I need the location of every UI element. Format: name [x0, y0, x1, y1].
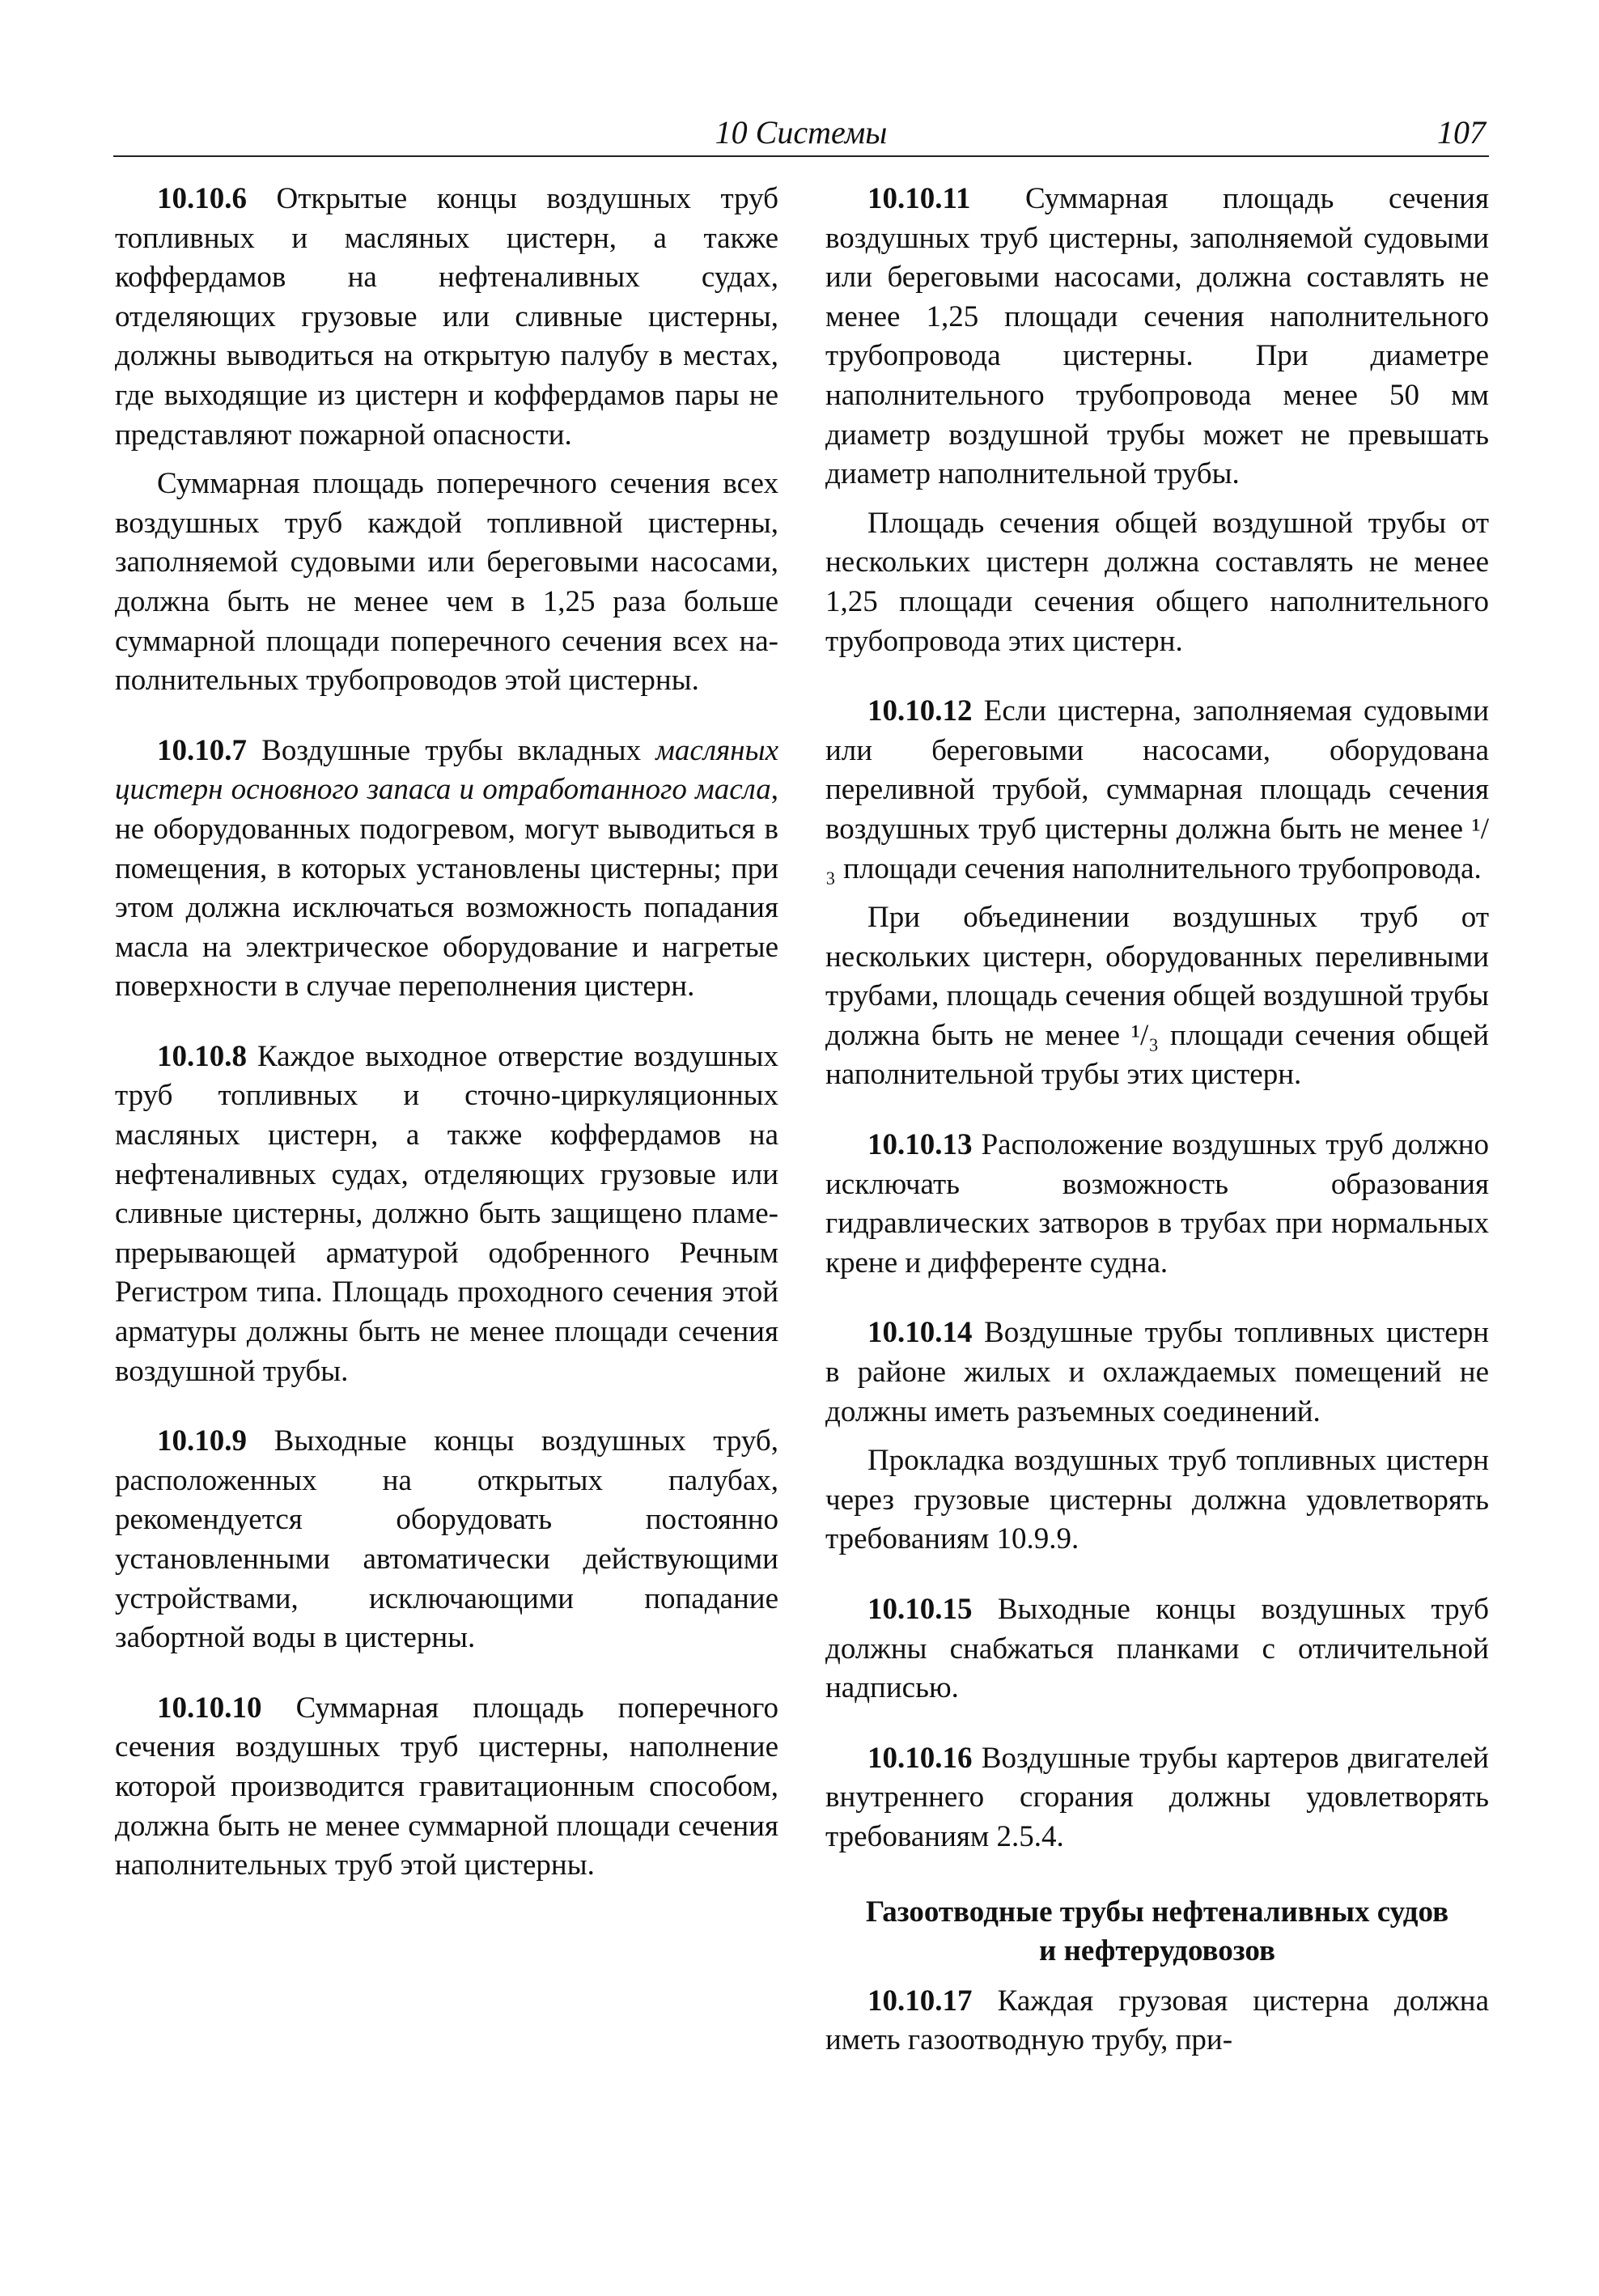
clause-text: Каждая грузовая цистерна должна иметь газоотводную трубу, при-	[825, 1984, 1489, 2057]
clause-number: 10.10.14	[867, 1316, 973, 1350]
paragraph-10-10-6	[115, 180, 778, 455]
clause-text: Открытые концы воздушных труб топливных и масляных цистерн, а также коффердамов на нефтеналивных судах, отделяющих грузовые или сливные цистерны, должны выводиться на открытую палубу в местах, где выходящие из цистерн и коффердамов пары не представляют пожарной опасности.	[115, 182, 778, 452]
paragraph-10-10-9	[115, 1422, 778, 1658]
paragraph-10-10-12	[825, 692, 1489, 889]
clause-text: Суммарная площадь поперечного сечения воздушных труб цистерны, наполнение которой производится гравитационным способом, должна быть не менее суммарной площади сечения наполнительных труб этой цистерны.	[115, 1691, 778, 1882]
clause-text-italic: масляных цистерн основного запаса и отработанного масла	[115, 733, 778, 807]
clause-number: 10.10.13	[867, 1128, 973, 1162]
subsection-heading-line1: Газоотводные трубы нефтеналивных судов	[865, 1895, 1449, 1929]
clause-text: Выходные концы воздушных труб должны снабжаться планками с отличительной надписью.	[825, 1593, 1489, 1705]
clause-text: Каждое выходное отверстие воздушных труб топливных и сточно-циркуляционных масляных цистерн, а также коффердамов на нефтеналивных судах, отделяющих грузовые или сливные цистерны, должно быть защищено пламепрерывающей арматурой одобренного Речным Регистром типа. Площадь проходного сечения этой арматуры должны быть не менее площади сечения воздушной трубы.	[115, 1039, 778, 1388]
paragraph-10-10-15	[825, 1590, 1489, 1708]
section-title: 10 Системы	[715, 114, 888, 151]
left-column	[115, 180, 778, 1886]
clause-number: 10.10.17	[867, 1984, 973, 2018]
paragraph-10-10-8	[115, 1038, 778, 1391]
paragraph-10-10-11-cont: Площадь сечения общей воздушной трубы от нескольких цистерн должна составлять не менее 1,25 площади сечения общего наполнительного трубопровода этих цистерн.	[825, 506, 1489, 658]
subsection-heading	[825, 1893, 1489, 1971]
paragraph-10-10-13	[825, 1126, 1489, 1283]
paragraph-10-10-12-cont: При объединении воздушных труб от нескольких цистерн, оборудованных переливными трубами, площадь сечения общей воздушной трубы должна быть не менее ¹/₃ площади сечения общей наполнительной трубы этих цистерн.	[825, 901, 1489, 1092]
paragraph-10-10-7	[115, 732, 778, 1007]
clause-number: 10.10.10	[157, 1691, 262, 1725]
paragraph-10-10-10	[115, 1689, 778, 1886]
right-column	[825, 180, 1489, 2060]
clause-number: 10.10.15	[867, 1593, 973, 1626]
paragraph-10-10-11	[825, 180, 1489, 494]
clause-number: 10.10.11	[867, 182, 971, 215]
clause-text: Выходные концы воздушных труб, расположенных на открытых палубах, рекомендуется оборудовать постоянно установленными автоматически действующими устройствами, исключающими попадание забортной воды в цистерны.	[115, 1424, 778, 1655]
paragraph-10-10-6-cont: Суммарная площадь поперечного сечения всех воздушных труб каждой топливной цистерны, заполняемой судовыми или береговыми насосами, должна быть не менее чем в 1,25 раза больше суммарной площади поперечного сечения всех наполнительных трубопроводов этой цистерны.	[115, 467, 778, 698]
clause-text: Суммарная площадь сечения воздушных труб цистерны, заполняемой судовыми или береговыми насосами, должна составлять не менее 1,25 площади сечения наполнительного трубопровода цистерны. При диаметре наполнительного трубопровода менее 50 мм диаметр воздушной трубы может не превышать диаметр наполнительной трубы.	[825, 182, 1489, 491]
clause-number: 10.10.6	[157, 182, 247, 215]
clause-number: 10.10.8	[157, 1039, 247, 1073]
clause-text: Если цистерна, заполняемая судовыми или береговыми насосами, оборудована переливной трубой, суммарная площадь сечения воздушных труб цистерны должна быть не менее ¹/₃ площади сечения наполнительного трубопровода.	[825, 694, 1489, 885]
clause-number: 10.10.16	[867, 1741, 973, 1775]
page-number: 107	[1437, 114, 1486, 151]
paragraph-10-10-17	[825, 1982, 1489, 2060]
clause-text: Воздушные трубы топливных цистерн в районе жилых и охлаждаемых помещений не должны иметь разъемных соединений.	[825, 1316, 1489, 1428]
subsection-heading-line2: и нефтерудовозов	[1039, 1933, 1275, 1967]
paragraph-10-10-16	[825, 1739, 1489, 1857]
clause-text: Воздушные трубы картеров двигателей внутреннего сгорания должны удовлетворять требованиям 2.5.4.	[825, 1741, 1489, 1853]
clause-number: 10.10.9	[157, 1424, 247, 1458]
running-header	[113, 113, 1489, 157]
clause-number: 10.10.7	[157, 733, 247, 767]
paragraph-10-10-14-cont: Прокладка воздушных труб топливных цистерн через грузовые цистерны должна удовлетворять требованиям 10.9.9.	[825, 1444, 1489, 1556]
clause-number: 10.10.12	[867, 694, 973, 728]
clause-text: Расположение воздушных труб должно исключать возможность образования гидравлических затворов в трубах при нормальных крене и дифференте судна.	[825, 1128, 1489, 1280]
clause-text: Воздушные трубы вкладных	[247, 733, 656, 767]
clause-text: , не оборудованных подогревом, могут выводиться в помещения, в которых установлены цистерны; при этом должна исключаться возможность попадания масла на электрическое оборудование и нагретые поверхности в случае переполнения цистерн.	[115, 773, 778, 1004]
paragraph-10-10-14	[825, 1314, 1489, 1432]
